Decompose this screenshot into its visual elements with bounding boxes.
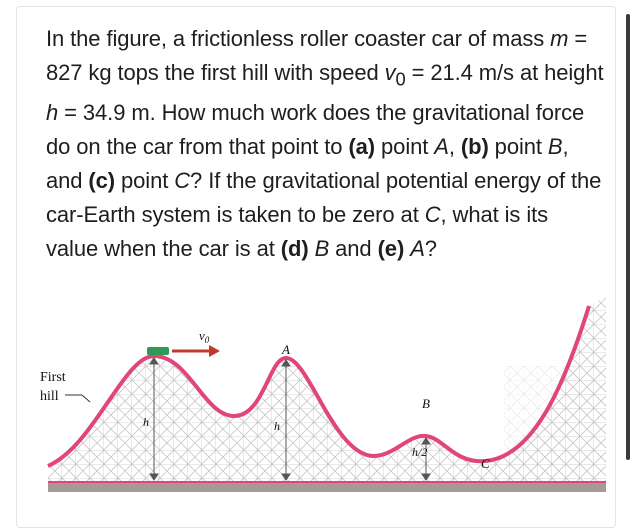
h-label-left: h [143,415,149,429]
velocity-arrow [172,345,220,357]
question-text: In the figure, a frictionless roller coaster car of mass m = 827 kg tops the first hill with speed $v_0 = 21.4$ m/s at height h = 34.9 m. How much work does the gravitational force do on the car from that point to (a) point A, (b) point B, and (c) point C? If the gravitational potential energy of the car-Earth system is taken to be zero at C, what is its value when the car is at (d) B and (e) A? [46,26,604,262]
roller-coaster-figure [34,296,606,506]
first-hill-label-line2: hill [40,389,59,404]
background-lattice [504,366,606,486]
roller-coaster-car [147,347,169,355]
scrollbar[interactable] [626,14,630,460]
v0-label: $v_0$ [199,328,210,345]
first-hill-pointer-tail [82,395,90,402]
first-hill-label-line1: First [40,370,66,385]
h-label-right: h [274,419,280,433]
ground [48,482,606,492]
point-c-label: C [481,456,490,471]
point-a-label: A [282,342,290,357]
point-b-label: B [422,396,430,411]
h-half-label: h/2 [412,445,428,459]
